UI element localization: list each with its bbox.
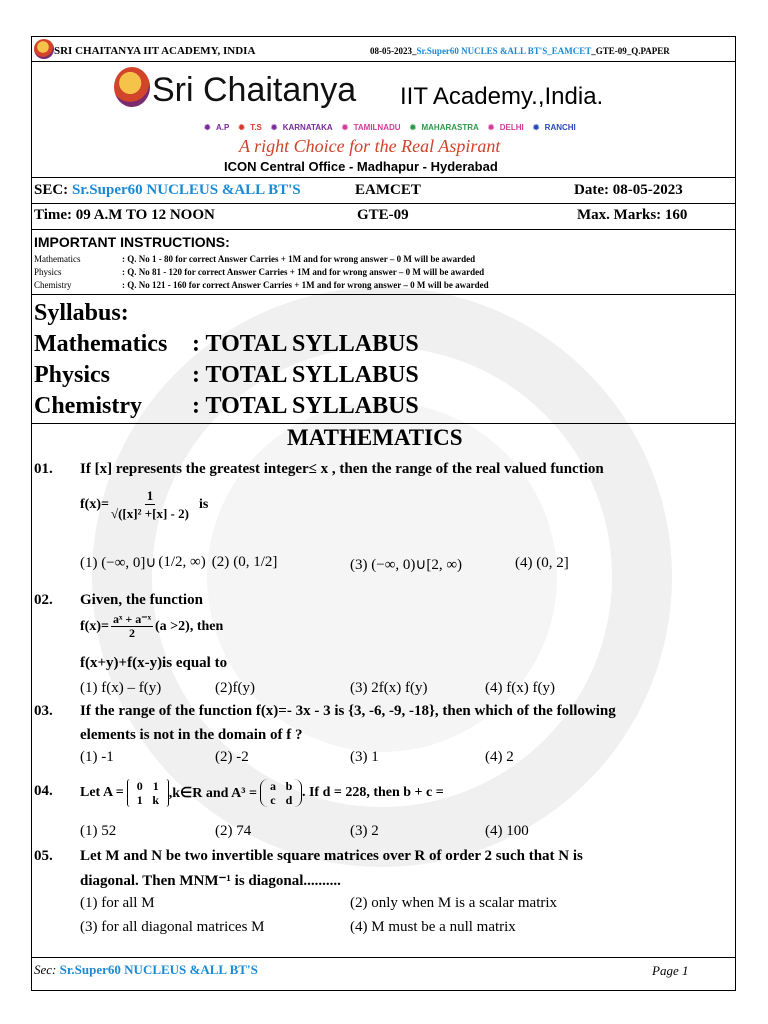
q1-option-4[interactable]: (4) (0, 2] (515, 555, 569, 571)
watermark-center (207, 402, 557, 752)
state-item (201, 123, 229, 132)
meta-divider-2 (32, 229, 735, 230)
state-label: MAHARASTRA (421, 123, 479, 132)
q1-function: f(x)= $\frac{1}{\text{√([x]² +[x] - 2)}}$ is (80, 488, 209, 521)
q5-option-2[interactable]: (2) only when M is a scalar matrix (350, 895, 558, 911)
flower-icon: ✹ (238, 123, 248, 132)
q2-number: 02. (34, 592, 53, 608)
q3-option-3[interactable]: (3) 1 (350, 749, 379, 765)
state-item (339, 123, 401, 132)
q3-number: 03. (34, 703, 53, 719)
q1-number: 01. (34, 461, 53, 477)
instruction-row-math: Mathematics : Q. No 1 - 80 for correct Answer Carries + 1M and for wrong answer – 0 M will be awarded (34, 254, 476, 264)
q1-option-2[interactable]: (0, 1/2] (233, 554, 278, 570)
instructions-divider (32, 294, 735, 295)
q4-text: Let A = 0 1 1 k ,k∈R and A³ = a b c d . If d = 228, then b + c = (80, 779, 444, 807)
syllabus-divider (32, 423, 735, 424)
q2-text: Given, the function (80, 592, 203, 608)
flower-icon: ✹ (270, 123, 280, 132)
flower-icon: ✹ (487, 123, 497, 132)
brand-divider (32, 177, 735, 178)
state-item (268, 123, 333, 132)
q1-option-1-interval[interactable]: (1/2, ∞) (158, 554, 206, 570)
header-divider (32, 61, 735, 62)
q2-option-4[interactable]: (4) f(x) f(y) (485, 680, 555, 696)
q1-options (80, 553, 277, 572)
q5-text: Let M and N be two invertible square matrices over R of order 2 such that N is (80, 848, 583, 864)
footer-page-number: Page 1 (652, 963, 689, 978)
syllabus-math: Mathematics : TOTAL SYLLABUS (34, 331, 419, 357)
state-label: KARNATAKA (282, 123, 333, 132)
syllabus-title: Syllabus: (34, 300, 129, 326)
state-item (530, 123, 576, 132)
flower-icon: ✹ (409, 123, 419, 132)
matrix-a-cubed: a b c d (260, 779, 302, 807)
flower-icon: ✹ (532, 123, 542, 132)
footer-divider (32, 957, 735, 958)
meta-time: Time: 09 A.M TO 12 NOON (34, 207, 215, 223)
meta-section: SEC: Sr.Super60 NUCLEUS &ALL BT'S (34, 182, 301, 198)
q4-number: 04. (34, 783, 53, 799)
q3-option-4[interactable]: (4) 2 (485, 749, 514, 765)
meta-marks: Max. Marks: 160 (577, 207, 688, 223)
instructions-title: IMPORTANT INSTRUCTIONS: (34, 234, 230, 250)
exam-page (31, 36, 736, 991)
state-item (235, 123, 262, 132)
instruction-row-physics: Physics : Q. No 81 - 120 for correct Answer Carries + 1M and for wrong answer – 0 M will be awarded (34, 267, 485, 277)
q4-option-1[interactable]: (1) 52 (80, 823, 117, 839)
q5-option-1[interactable]: (1) for all M (80, 895, 155, 911)
q4-option-3[interactable]: (3) 2 (350, 823, 379, 839)
state-label: RANCHI (544, 123, 576, 132)
q2-option-2[interactable]: (2)f(y) (215, 680, 255, 696)
meta-divider-1 (32, 203, 735, 204)
q5-number: 05. (34, 848, 53, 864)
q1-option-1[interactable]: (1) (−∞, 0]∪ (80, 555, 157, 571)
meta-exam: EAMCET (355, 182, 421, 198)
instruction-row-chemistry: Chemistry : Q. No 121 - 160 for correct Answer Carries + 1M and for wrong answer – 0 M will be awarded (34, 280, 489, 290)
q4-option-4[interactable]: (4) 100 (485, 823, 529, 839)
q5-option-4[interactable]: (4) M must be a null matrix (350, 919, 516, 935)
meta-date: Date: 08-05-2023 (574, 182, 683, 198)
q5-option-3[interactable]: (3) for all diagonal matrices M (80, 919, 265, 935)
q2-option-1[interactable]: (1) f(x) – f(y) (80, 680, 162, 696)
footer-section: Sec: Sr.Super60 NUCLEUS &ALL BT'S (34, 962, 258, 977)
brand-tagline: A right Choice for the Real Aspirant (239, 136, 501, 156)
state-item (485, 123, 524, 132)
q3-option-1[interactable]: (1) -1 (80, 749, 114, 765)
section-title: MATHEMATICS (287, 425, 463, 450)
q2-function: f(x)= $\frac{\text{aˣ + a⁻ˣ}}{2}$ (a >2), then (80, 612, 224, 640)
brand-office: ICON Central Office - Madhapur - Hyderabad (224, 159, 498, 174)
q1-text: If [x] represents the greatest integer≤ x , then the range of the real valued function (80, 461, 604, 477)
flower-icon: ✹ (204, 123, 213, 132)
flower-icon: ✹ (341, 123, 351, 132)
q2-expression: f(x+y)+f(x-y)is equal to (80, 655, 228, 671)
q4-option-2[interactable]: (2) 74 (215, 823, 252, 839)
state-label: TAMILNADU (353, 123, 401, 132)
q2-option-3[interactable]: (3) 2f(x) f(y) (350, 680, 428, 696)
state-label: A.P (215, 123, 230, 132)
header-paper-code: 08-05-2023_Sr.Super60 NUCLES &ALL BT'S_EAMCET_GTE-09_Q.PAPER (370, 46, 670, 56)
state-item (407, 123, 479, 132)
brand-name-suffix: IIT Academy.,India. (400, 83, 604, 110)
q1-option-2-label[interactable]: (2) (211, 554, 230, 570)
brand-name: Sri Chaitanya (152, 71, 357, 109)
q1-option-3[interactable]: (3) (−∞, 0)∪[2, ∞) (350, 557, 463, 573)
syllabus-physics: Physics : TOTAL SYLLABUS (34, 362, 419, 388)
q3-option-2[interactable]: (2) -2 (215, 749, 249, 765)
brand-states (198, 123, 579, 132)
matrix-a: 0 1 1 k (127, 779, 169, 807)
header-academy-name: SRI CHAITANYA IIT ACADEMY, INDIA (54, 45, 256, 57)
q3-text: If the range of the function f(x)=- 3x - 3 is {3, -6, -9, -18}, then which of the following (80, 703, 616, 719)
syllabus-chemistry: Chemistry : TOTAL SYLLABUS (34, 393, 419, 419)
q5-text-2: diagonal. Then MNM⁻¹ is diagonal.......... (80, 873, 341, 889)
brand-logo (114, 67, 150, 112)
state-label: DELHI (499, 123, 524, 132)
meta-test: GTE-09 (357, 207, 409, 223)
state-label: T.S (250, 123, 262, 132)
q3-text-2: elements is not in the domain of f ? (80, 727, 303, 743)
